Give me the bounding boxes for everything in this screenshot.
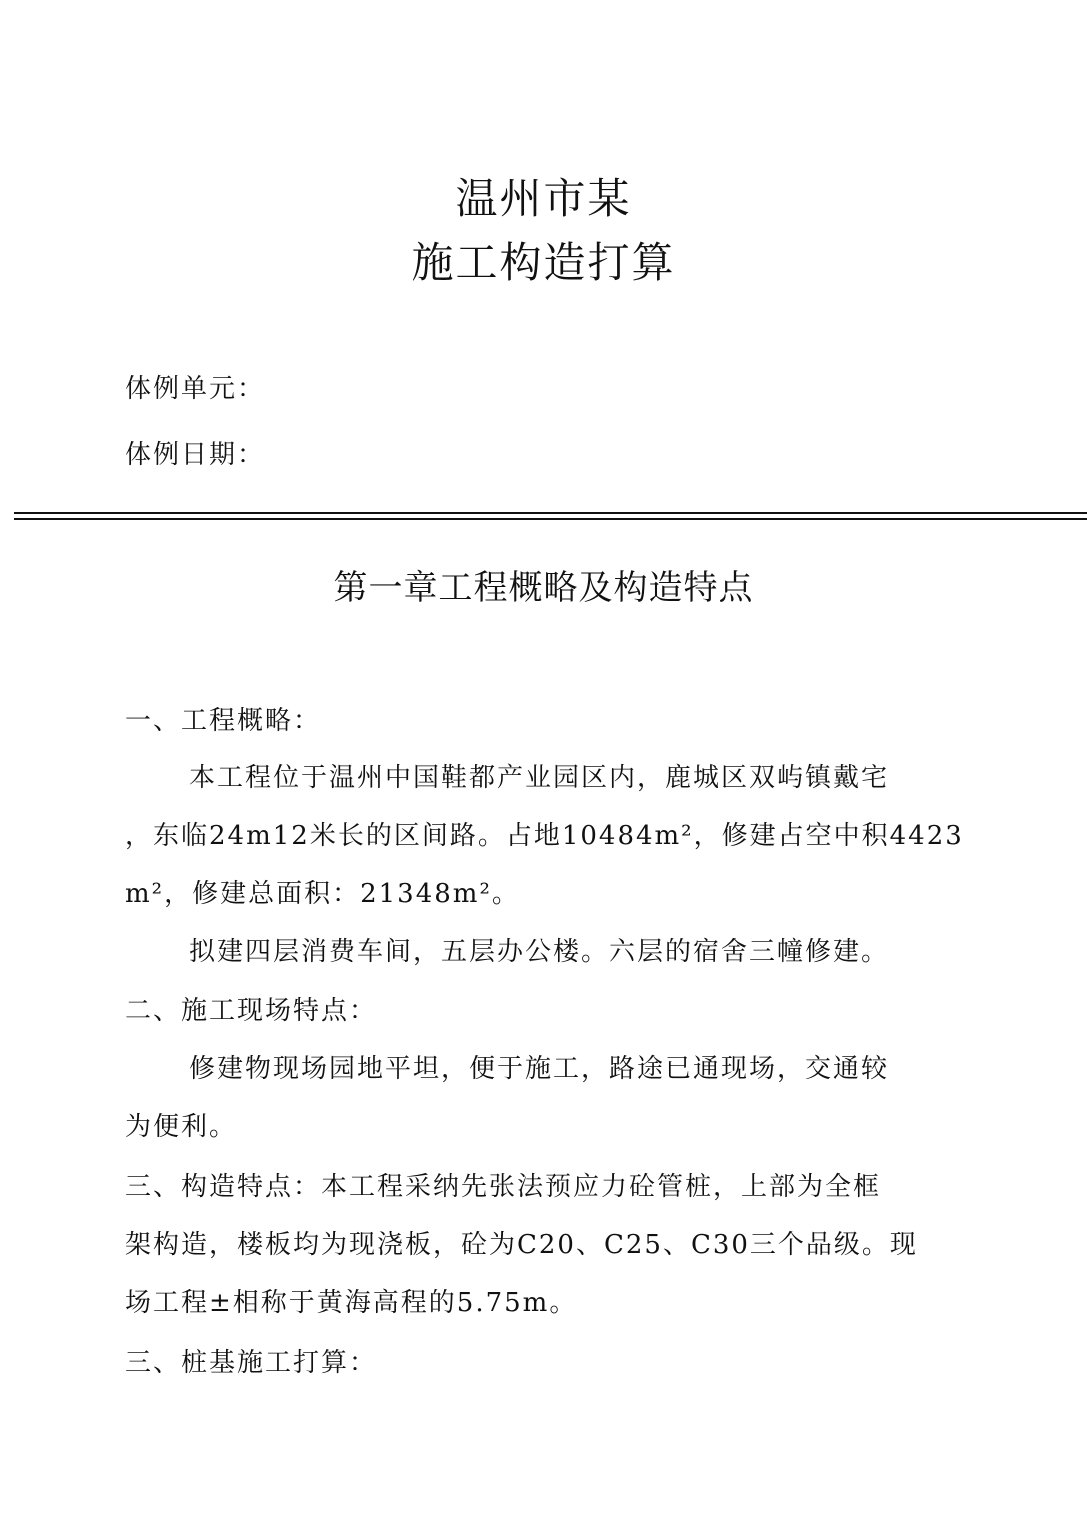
document-title-line-1: 温州市某	[455, 174, 632, 223]
divider-bottom	[14, 518, 1087, 520]
structure-text: 本工程采纳先张法预应力砼管桩，上部为全框	[321, 1172, 882, 1202]
overview-paragraph-line: ，东临24m12米长的区间路。占地10484m²，修建占空中积4423	[125, 821, 964, 851]
structure-paragraph-line: 场工程±相称于黄海高程的5.75m。	[125, 1288, 578, 1318]
chapter-title: 第一章工程概略及构造特点	[333, 568, 754, 608]
section-heading-site: 二、施工现场特点：	[125, 996, 378, 1026]
overview-paragraph-2: 拟建四层消费车间，五层办公楼。六层的宿舍三幢修建。	[189, 937, 890, 967]
section-heading-pile: 三、桩基施工打算：	[125, 1348, 378, 1378]
overview-paragraph-line: m²，修建总面积：21348m²。	[125, 879, 520, 909]
document-title-line-2: 施工构造打算	[411, 238, 676, 287]
structure-paragraph-line: 架构造，楼板均为现浇板，砼为C20、C25、C30三个品级。现	[125, 1230, 918, 1260]
site-paragraph-line: 为便利。	[125, 1112, 238, 1142]
compile-unit-label: 体例单元：	[125, 374, 266, 404]
overview-paragraph-line: 本工程位于温州中国鞋都产业园区内，鹿城区双屿镇戴宅	[189, 763, 890, 793]
section-heading-structure: 三、构造特点：	[125, 1172, 322, 1202]
structure-paragraph-line	[125, 1166, 955, 1203]
section-heading-overview: 一、工程概略：	[125, 706, 322, 736]
site-paragraph-line: 修建物现场园地平坦，便于施工，路途已通现场，交通较	[189, 1054, 890, 1084]
compile-date-label: 体例日期：	[125, 440, 266, 470]
divider-top	[14, 512, 1087, 514]
